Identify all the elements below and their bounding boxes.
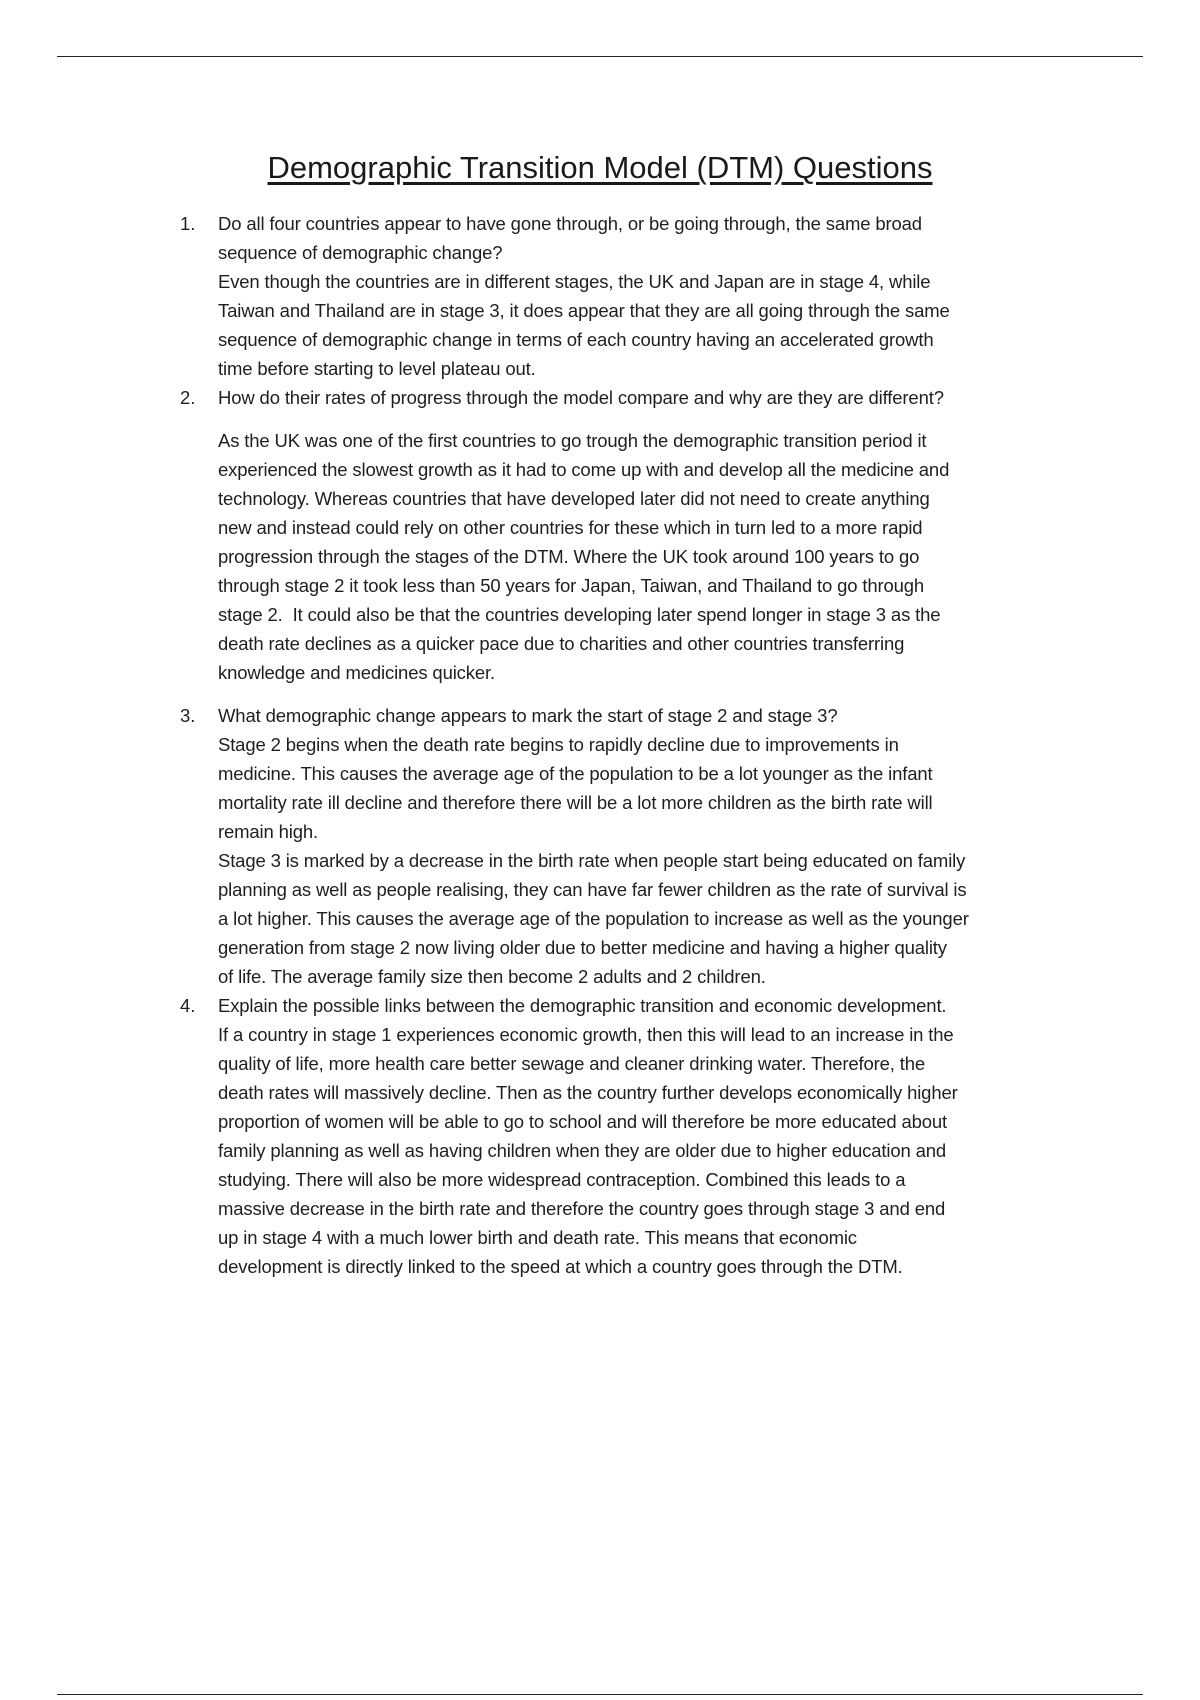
question-1 [180,209,1060,383]
text-line: technology. Whereas countries that have developed later did not need to create anything [218,488,930,509]
text-line: of life. The average family size then become 2 adults and 2 children. [218,966,766,987]
text-line: remain high. [218,821,319,842]
text-line: quality of life, more health care better sewage and cleaner drinking water. Therefore, the [218,1053,926,1074]
text-line: Do all four countries appear to have gone through, or be going through, the same broad [218,213,922,234]
question-list [180,209,1060,1281]
text-line: development is directly linked to the speed at which a country goes through the DTM. [218,1256,903,1277]
question-2 [180,383,1060,701]
text-line: proportion of women will be able to go to school and will therefore be more educated about [218,1111,948,1132]
text-line: up in stage 4 with a much lower birth and death rate. This means that economic [218,1227,857,1248]
question-4 [180,991,1060,1281]
text-line: Taiwan and Thailand are in stage 3, it does appear that they are all going through the same [218,300,950,321]
text-line: through stage 2 it took less than 50 years for Japan, Taiwan, and Thailand to go through [218,575,925,596]
text-line: Explain the possible links between the demographic transition and economic development. [218,995,947,1016]
text-line: new and instead could rely on other countries for these which in turn led to a more rapid [218,517,923,538]
top-border-line [57,56,1143,57]
text-line: knowledge and medicines quicker. [218,662,495,683]
text-line: generation from stage 2 now living older due to better medicine and having a higher quality [218,937,947,958]
text-line: time before starting to level plateau out. [218,358,536,379]
page-title: Demographic Transition Model (DTM) Questions [267,150,933,185]
question-number: 4. [180,995,196,1016]
text-line: Stage 2 begins when the death rate begins to rapidly decline due to improvements in [218,734,899,755]
text-line: planning as well as people realising, they can have far fewer children as the rate of survival is [218,879,967,900]
text-line: experienced the slowest growth as it had to come up with and develop all the medicine and [218,459,950,480]
text-line: family planning as well as having children when they are older due to higher education and [218,1140,947,1161]
text-line: death rate declines as a quicker pace due to charities and other countries transferring [218,633,905,654]
question-number: 2. [180,387,196,408]
text-line: progression through the stages of the DTM. Where the UK took around 100 years to go [218,546,920,567]
text-line: studying. There will also be more widespread contraception. Combined this leads to a [218,1169,906,1190]
text-line: sequence of demographic change in terms of each country having an accelerated growth [218,329,934,350]
text-line: mortality rate ill decline and therefore there will be a lot more children as the birth rate will [218,792,933,813]
text-line: What demographic change appears to mark the start of stage 2 and stage 3? [218,705,838,726]
text-line: How do their rates of progress through the model compare and why are they are different? [218,387,944,408]
text-line: death rates will massively decline. Then as the country further develops economically higher [218,1082,958,1103]
question-number: 1. [180,213,196,234]
text-line: a lot higher. This causes the average age of the population to increase as well as the younger [218,908,969,929]
text-line: sequence of demographic change? [218,242,503,263]
text-line: medicine. This causes the average age of the population to be a lot younger as the infant [218,763,933,784]
text-line: massive decrease in the birth rate and therefore the country goes through stage 3 and end [218,1198,946,1219]
bottom-border-line [57,1694,1143,1695]
question-3 [180,701,1060,991]
text-line: stage 2. It could also be that the countries developing later spend longer in stage 3 as the [218,604,941,625]
text-line: Stage 3 is marked by a decrease in the birth rate when people start being educated on family [218,850,966,871]
text-line: Even though the countries are in different stages, the UK and Japan are in stage 4, while [218,271,931,292]
text-line: As the UK was one of the first countries to go trough the demographic transition period it [218,430,927,451]
text-line: If a country in stage 1 experiences economic growth, then this will lead to an increase in the [218,1024,954,1045]
question-number: 3. [180,705,196,726]
